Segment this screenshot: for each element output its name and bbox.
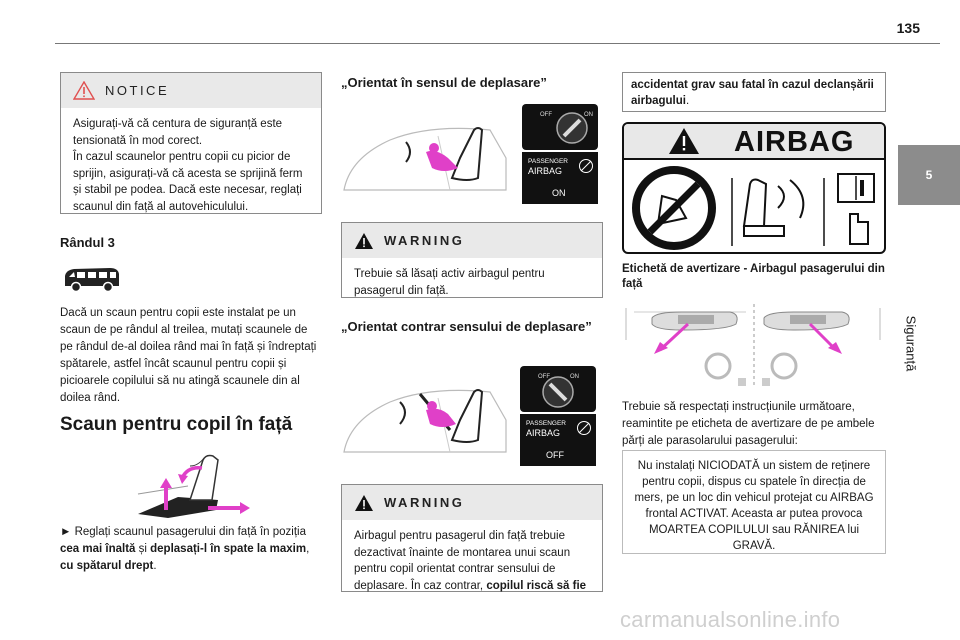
forward-facing-heading: „Orientat în sensul de deplasare” bbox=[341, 75, 547, 90]
warning2-header bbox=[342, 485, 602, 520]
never-install-warning-box: Nu instalați NICIODATĂ un sistem de reținere pentru copii, dispus cu spatele în direcția de mers, pe un loc din vehicul protejat cu AIRBAG frontal ACTIVAT. Aceasta ar putea provoca MOARTEA COPILULUI sau RĂNIREA lui GRAVĂ. bbox=[622, 450, 886, 554]
seat-adjust-illustration bbox=[118, 452, 258, 522]
warning2-body bbox=[342, 520, 602, 602]
notice-box bbox=[60, 72, 322, 214]
panel-off-airbag: AIRBAG bbox=[526, 428, 561, 438]
label-caption: Etichetă de avertizare - Airbagul pasagerului din față bbox=[622, 263, 885, 290]
key-switch-off-icon bbox=[520, 366, 596, 412]
minivan-icon bbox=[62, 264, 122, 294]
front-seat-heading: Scaun pentru copil în față bbox=[60, 414, 293, 435]
notice-header bbox=[61, 73, 321, 108]
airbag-off-symbol-icon bbox=[578, 158, 594, 174]
continuation-bold: accidentat grav sau fatal în cazul declanșării airbagului bbox=[631, 79, 874, 107]
warning1-body: Trebuie să lăsați activ airbagul pentru pasagerul din față. bbox=[354, 268, 545, 297]
section-tab[interactable]: 5 bbox=[898, 145, 960, 205]
adjust-bold1: cea mai înaltă bbox=[60, 543, 136, 555]
warning-triangle-icon bbox=[354, 232, 374, 250]
warning1-title: WARNING bbox=[384, 233, 465, 248]
airbag-label-word: AIRBAG bbox=[734, 126, 855, 158]
panel-off-state: OFF bbox=[546, 450, 564, 460]
header-rule bbox=[55, 43, 940, 44]
adjust-mid2: , bbox=[306, 543, 310, 555]
key-switch-on-icon bbox=[522, 104, 598, 150]
instructions-text: Trebuie să respectați instrucțiunile următoare, reamintite pe eticheta de avertizare de pe ambele părți ale parasolarului pasagerului: bbox=[622, 401, 875, 447]
passenger-airbag-panel-on bbox=[522, 152, 598, 204]
switch-off-on-label: ON bbox=[570, 374, 579, 380]
panel-on-passenger: PASSENGER bbox=[528, 158, 568, 165]
adjust-mid: și bbox=[135, 543, 151, 555]
switch-on-on-label: ON bbox=[584, 112, 593, 118]
warning2-body-text: Airbagul pentru pasagerul din față trebuie dezactivat înainte de montarea unui scaun pentru copil orientat contrar sensului de deplasare. În caz contrar, bbox=[354, 530, 571, 592]
airbag-key-switch-on bbox=[522, 104, 598, 150]
adjust-instruction bbox=[60, 524, 322, 575]
panel-on-airbag: AIRBAG bbox=[528, 166, 563, 176]
panel-on-state: ON bbox=[552, 188, 566, 198]
warning2-title: WARNING bbox=[384, 495, 465, 510]
airbag-key-switch-off bbox=[520, 366, 596, 412]
airbag-off-symbol-icon bbox=[576, 420, 592, 436]
passenger-airbag-panel-off bbox=[520, 414, 596, 466]
warning1-header bbox=[342, 223, 602, 258]
switch-off-off-label: OFF bbox=[538, 374, 550, 380]
notice-body: Asigurați-vă că centura de siguranță este tensionată în mod corect. În cazul scaunelor pentru copii cu picior de sprijin, asigurați-vă că acesta se sprijină ferm și stabil pe podea. Dacă este necesar, reglați scaunul din față al autovehiculului. bbox=[73, 118, 303, 213]
page-number: 135 bbox=[896, 20, 920, 36]
watermark: carmanualsonline.info bbox=[620, 607, 841, 632]
car-forward-child-seat-illustration bbox=[340, 118, 510, 203]
warning-triangle-icon bbox=[73, 81, 95, 100]
switch-on-off-label: OFF bbox=[540, 112, 552, 118]
airbag-label-pictograms bbox=[628, 166, 882, 252]
row3-heading: Rândul 3 bbox=[60, 235, 115, 250]
warning-continuation-box bbox=[622, 72, 886, 112]
rear-facing-heading: „Orientat contrar sensului de deplasare” bbox=[341, 319, 592, 334]
warning-box-1 bbox=[341, 222, 603, 298]
section-title bbox=[902, 290, 920, 400]
warning-triangle-icon bbox=[668, 127, 700, 155]
warning2-body-bold: copilul riscă să fie bbox=[486, 579, 587, 592]
adjust-bold3: cu spătarul drept bbox=[60, 560, 154, 572]
adjust-end: . bbox=[153, 560, 157, 572]
warning-triangle-icon bbox=[354, 494, 374, 512]
sun-visor-label-locations-illustration bbox=[622, 300, 886, 392]
notice-title: NOTICE bbox=[105, 83, 170, 98]
adjust-bold2: deplasați-l în spate la maxim bbox=[150, 543, 307, 555]
car-rearward-child-seat-illustration bbox=[340, 380, 510, 465]
section-title-text: Siguranță bbox=[903, 315, 919, 372]
row3-text: Dacă un scaun pentru copii este instalat pe un scaun de pe rândul al treilea, mutați scaunele de pe rândul de-al doilea rând mai în față și îndreptați spătarele, astfel încât scaunul pentru copii și picioarele copilului să nu atingă scaunele din al doilea rând. bbox=[60, 307, 317, 404]
adjust-prefix: ► Reglați scaunul pasagerului din față în poziția bbox=[60, 526, 307, 538]
continuation-end: . bbox=[685, 95, 690, 107]
airbag-warning-label bbox=[622, 122, 886, 254]
airbag-label-header bbox=[624, 124, 884, 160]
panel-off-passenger: PASSENGER bbox=[526, 420, 566, 427]
warning-box-2 bbox=[341, 484, 603, 592]
